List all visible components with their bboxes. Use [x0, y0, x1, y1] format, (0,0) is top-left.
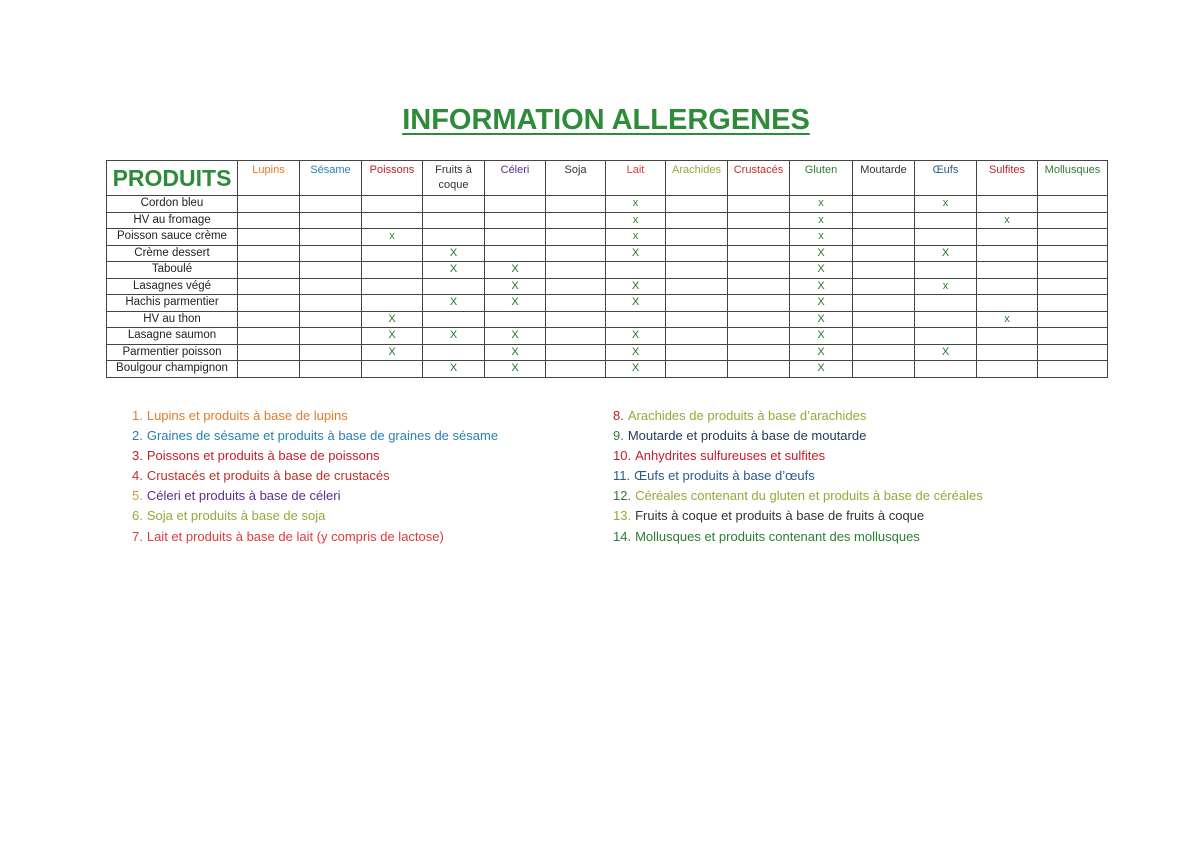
- legend-text: Graines de sésame et produits à base de graines de sésame: [146, 428, 499, 444]
- allergen-cell: [362, 295, 423, 312]
- allergen-cell: X: [606, 278, 666, 295]
- allergen-cell: [977, 344, 1038, 361]
- allergen-cell: [238, 328, 300, 345]
- allergen-cell: [238, 212, 300, 229]
- legend-item: [132, 466, 498, 486]
- allergen-cell: X: [790, 311, 853, 328]
- legend-text: Céleri et produits à base de céleri: [146, 488, 341, 504]
- allergen-cell: [238, 361, 300, 378]
- allergen-cell: [238, 229, 300, 246]
- allergen-cell: [666, 262, 728, 279]
- allergen-cell: [1038, 212, 1108, 229]
- legend-text: Moutarde et produits à base de moutarde: [627, 428, 867, 444]
- table-row: [107, 262, 1108, 279]
- allergen-cell: [362, 278, 423, 295]
- allergen-cell: X: [423, 328, 485, 345]
- produits-header: PRODUITS: [107, 161, 238, 196]
- allergen-table: [106, 160, 1108, 378]
- allergen-cell: [238, 311, 300, 328]
- allergen-cell: [1038, 295, 1108, 312]
- table-row: [107, 196, 1108, 213]
- legend-text: Anhydrites sulfureuses et sulfites: [635, 448, 826, 464]
- allergen-cell: [666, 311, 728, 328]
- allergen-cell: [728, 229, 790, 246]
- allergen-legend-right: [613, 406, 983, 547]
- allergen-cell: [238, 295, 300, 312]
- legend-text: Œufs et produits à base d’œufs: [634, 468, 815, 484]
- allergen-cell: [977, 245, 1038, 262]
- allergen-cell: [362, 196, 423, 213]
- allergen-cell: [238, 245, 300, 262]
- allergen-cell: [362, 245, 423, 262]
- allergen-cell: [666, 229, 728, 246]
- allergen-cell: [977, 229, 1038, 246]
- allergen-cell: [977, 361, 1038, 378]
- table-row: [107, 311, 1108, 328]
- product-name: Crème dessert: [107, 245, 238, 262]
- legend-text: Fruits à coque et produits à base de fruits à coque: [635, 508, 925, 524]
- allergen-cell: [546, 196, 606, 213]
- allergen-cell: [915, 361, 977, 378]
- allergen-cell: [853, 245, 915, 262]
- allergen-cell: [666, 278, 728, 295]
- allergen-cell: [485, 311, 546, 328]
- allergen-cell: [546, 212, 606, 229]
- column-header: Sésame: [300, 161, 362, 196]
- table-row: [107, 361, 1108, 378]
- allergen-cell: x: [915, 278, 977, 295]
- allergen-cell: [606, 311, 666, 328]
- allergen-cell: X: [790, 278, 853, 295]
- allergen-cell: X: [485, 262, 546, 279]
- legend-number: 5.: [132, 488, 143, 504]
- allergen-cell: [485, 245, 546, 262]
- allergen-cell: [606, 262, 666, 279]
- allergen-cell: x: [915, 196, 977, 213]
- allergen-cell: [1038, 361, 1108, 378]
- allergen-cell: [728, 278, 790, 295]
- allergen-cell: [423, 212, 485, 229]
- allergen-cell: [915, 295, 977, 312]
- legend-text: Soja et produits à base de soja: [146, 508, 326, 524]
- allergen-cell: [853, 278, 915, 295]
- allergen-cell: [728, 196, 790, 213]
- allergen-cell: [362, 212, 423, 229]
- allergen-cell: X: [362, 344, 423, 361]
- allergen-cell: [666, 196, 728, 213]
- legend-number: 10.: [613, 448, 632, 464]
- allergen-cell: [300, 328, 362, 345]
- allergen-cell: [423, 278, 485, 295]
- table-row: [107, 295, 1108, 312]
- allergen-cell: [728, 212, 790, 229]
- allergen-cell: x: [606, 212, 666, 229]
- allergen-cell: [666, 245, 728, 262]
- allergen-cell: X: [790, 344, 853, 361]
- allergen-cell: [1038, 278, 1108, 295]
- allergen-cell: [300, 229, 362, 246]
- allergen-cell: [485, 229, 546, 246]
- column-header: Gluten: [790, 161, 853, 196]
- allergen-cell: [300, 245, 362, 262]
- allergen-cell: [853, 361, 915, 378]
- allergen-cell: [853, 212, 915, 229]
- allergen-cell: X: [485, 344, 546, 361]
- allergen-cell: X: [790, 295, 853, 312]
- allergen-cell: x: [606, 196, 666, 213]
- column-header: Sulfites: [977, 161, 1038, 196]
- column-header: Soja: [546, 161, 606, 196]
- legend-number: 14.: [613, 528, 632, 544]
- legend-number: 1.: [132, 408, 143, 423]
- allergen-cell: x: [977, 311, 1038, 328]
- legend-item: [132, 527, 498, 547]
- legend-text: Poissons et produits à base de poissons: [146, 448, 380, 464]
- allergen-cell: X: [915, 344, 977, 361]
- product-name: HV au fromage: [107, 212, 238, 229]
- legend-text: Céréales contenant du gluten et produits à base de céréales: [635, 488, 983, 504]
- legend-number: 4.: [132, 468, 143, 484]
- allergen-cell: [728, 262, 790, 279]
- column-header: Lupins: [238, 161, 300, 196]
- table-row: [107, 344, 1108, 361]
- allergen-cell: [666, 295, 728, 312]
- allergen-cell: x: [362, 229, 423, 246]
- product-name: HV au thon: [107, 311, 238, 328]
- allergen-cell: [977, 328, 1038, 345]
- allergen-cell: [546, 311, 606, 328]
- column-header: Moutarde: [853, 161, 915, 196]
- allergen-cell: [728, 361, 790, 378]
- allergen-cell: [300, 311, 362, 328]
- allergen-cell: [300, 278, 362, 295]
- legend-text: Mollusques et produits contenant des mollusques: [635, 528, 920, 544]
- allergen-cell: [728, 295, 790, 312]
- allergen-cell: [853, 262, 915, 279]
- legend-text: Crustacés et produits à base de crustacés: [146, 468, 390, 484]
- allergen-cell: [1038, 262, 1108, 279]
- allergen-cell: [977, 196, 1038, 213]
- allergen-cell: X: [790, 262, 853, 279]
- allergen-cell: [238, 196, 300, 213]
- column-header: Poissons: [362, 161, 423, 196]
- allergen-cell: [238, 262, 300, 279]
- allergen-cell: X: [606, 361, 666, 378]
- allergen-cell: [546, 361, 606, 378]
- allergen-cell: X: [423, 295, 485, 312]
- allergen-cell: [915, 229, 977, 246]
- allergen-cell: X: [362, 311, 423, 328]
- table-header-row: [107, 161, 1108, 196]
- allergen-cell: X: [606, 295, 666, 312]
- table-row: [107, 278, 1108, 295]
- allergen-cell: X: [485, 278, 546, 295]
- allergen-cell: x: [790, 212, 853, 229]
- allergen-cell: [238, 344, 300, 361]
- allergen-cell: [728, 245, 790, 262]
- allergen-cell: X: [485, 361, 546, 378]
- allergen-cell: [546, 262, 606, 279]
- allergen-cell: [915, 212, 977, 229]
- allergen-cell: [666, 361, 728, 378]
- allergen-cell: X: [423, 262, 485, 279]
- legend-number: 7.: [132, 528, 143, 544]
- allergen-cell: X: [423, 245, 485, 262]
- allergen-cell: [423, 196, 485, 213]
- allergen-cell: [300, 361, 362, 378]
- legend-item: [613, 506, 983, 526]
- allergen-cell: [546, 278, 606, 295]
- legend-item: [132, 426, 498, 446]
- allergen-cell: [853, 196, 915, 213]
- allergen-cell: [485, 212, 546, 229]
- allergen-cell: [728, 344, 790, 361]
- table-body: [107, 196, 1108, 378]
- legend-item: [613, 426, 983, 446]
- legend-number: 6.: [132, 508, 143, 524]
- legend-number: 11.: [613, 468, 631, 484]
- legend-item: [613, 527, 983, 547]
- allergen-cell: x: [790, 196, 853, 213]
- allergen-cell: [300, 295, 362, 312]
- allergen-cell: [300, 344, 362, 361]
- allergen-cell: x: [790, 229, 853, 246]
- legend-number: 8.: [613, 408, 624, 423]
- product-name: Taboulé: [107, 262, 238, 279]
- product-name: Boulgour champignon: [107, 361, 238, 378]
- product-name: Parmentier poisson: [107, 344, 238, 361]
- table-row: [107, 212, 1108, 229]
- column-header: Céleri: [485, 161, 546, 196]
- table-row: [107, 229, 1108, 246]
- allergen-cell: [423, 229, 485, 246]
- allergen-cell: [546, 245, 606, 262]
- column-header: Crustacés: [728, 161, 790, 196]
- allergen-cell: [300, 212, 362, 229]
- column-header: Fruits à coque: [423, 161, 485, 196]
- allergen-legend-left: [132, 406, 498, 547]
- allergen-cell: [728, 311, 790, 328]
- allergen-cell: [423, 311, 485, 328]
- legend-item: [132, 406, 498, 426]
- allergen-cell: [853, 311, 915, 328]
- legend-number: 2.: [132, 428, 143, 444]
- allergen-cell: [546, 295, 606, 312]
- column-header: Œufs: [915, 161, 977, 196]
- allergen-cell: [977, 295, 1038, 312]
- allergen-cell: X: [423, 361, 485, 378]
- allergen-cell: X: [606, 245, 666, 262]
- legend-text: Lait et produits à base de lait (y compris de lactose): [146, 528, 444, 544]
- allergen-cell: X: [915, 245, 977, 262]
- allergen-cell: [1038, 311, 1108, 328]
- legend-number: 3.: [132, 448, 143, 464]
- allergen-cell: [362, 262, 423, 279]
- legend-text: Lupins et produits à base de lupins: [146, 408, 348, 423]
- column-header: Lait: [606, 161, 666, 196]
- product-name: Lasagnes végé: [107, 278, 238, 295]
- allergen-cell: x: [977, 212, 1038, 229]
- legend-text: Arachides de produits à base d’arachides: [627, 408, 867, 423]
- legend-number: 13.: [613, 508, 632, 524]
- allergen-cell: [546, 229, 606, 246]
- legend-item: [613, 446, 983, 466]
- legend-number: 9.: [613, 428, 624, 444]
- product-name: Poisson sauce crème: [107, 229, 238, 246]
- page-title: INFORMATION ALLERGENES: [402, 104, 810, 136]
- allergen-cell: x: [606, 229, 666, 246]
- allergen-cell: [853, 344, 915, 361]
- allergen-cell: [853, 295, 915, 312]
- allergen-cell: [853, 328, 915, 345]
- allergen-cell: [915, 262, 977, 279]
- allergen-cell: X: [606, 344, 666, 361]
- allergen-cell: [915, 328, 977, 345]
- legend-item: [132, 486, 498, 506]
- allergen-cell: X: [485, 295, 546, 312]
- legend-item: [132, 506, 498, 526]
- allergen-cell: X: [485, 328, 546, 345]
- column-header: Arachides: [666, 161, 728, 196]
- allergen-cell: [1038, 245, 1108, 262]
- allergen-cell: [300, 262, 362, 279]
- table-row: [107, 328, 1108, 345]
- allergen-cell: [1038, 196, 1108, 213]
- allergen-cell: [666, 212, 728, 229]
- allergen-cell: X: [790, 328, 853, 345]
- allergen-cell: X: [362, 328, 423, 345]
- allergen-cell: [485, 196, 546, 213]
- allergen-cell: [728, 328, 790, 345]
- allergen-cell: [666, 328, 728, 345]
- allergen-cell: [362, 361, 423, 378]
- legend-number: 12.: [613, 488, 632, 504]
- product-name: Lasagne saumon: [107, 328, 238, 345]
- legend-item: [613, 486, 983, 506]
- allergen-cell: [423, 344, 485, 361]
- allergen-cell: X: [606, 328, 666, 345]
- allergen-cell: [915, 311, 977, 328]
- allergen-cell: [977, 262, 1038, 279]
- allergen-cell: [300, 196, 362, 213]
- allergen-cell: [546, 328, 606, 345]
- allergen-cell: [853, 229, 915, 246]
- legend-item: [613, 406, 983, 426]
- legend-item: [613, 466, 983, 486]
- allergen-cell: X: [790, 361, 853, 378]
- allergen-cell: [977, 278, 1038, 295]
- product-name: Cordon bleu: [107, 196, 238, 213]
- product-name: Hachis parmentier: [107, 295, 238, 312]
- allergen-cell: [1038, 229, 1108, 246]
- allergen-cell: [1038, 328, 1108, 345]
- allergen-cell: [238, 278, 300, 295]
- allergen-cell: [1038, 344, 1108, 361]
- allergen-cell: X: [790, 245, 853, 262]
- legend-item: [132, 446, 498, 466]
- table-row: [107, 245, 1108, 262]
- column-header: Mollusques: [1038, 161, 1108, 196]
- allergen-cell: [666, 344, 728, 361]
- allergen-cell: [546, 344, 606, 361]
